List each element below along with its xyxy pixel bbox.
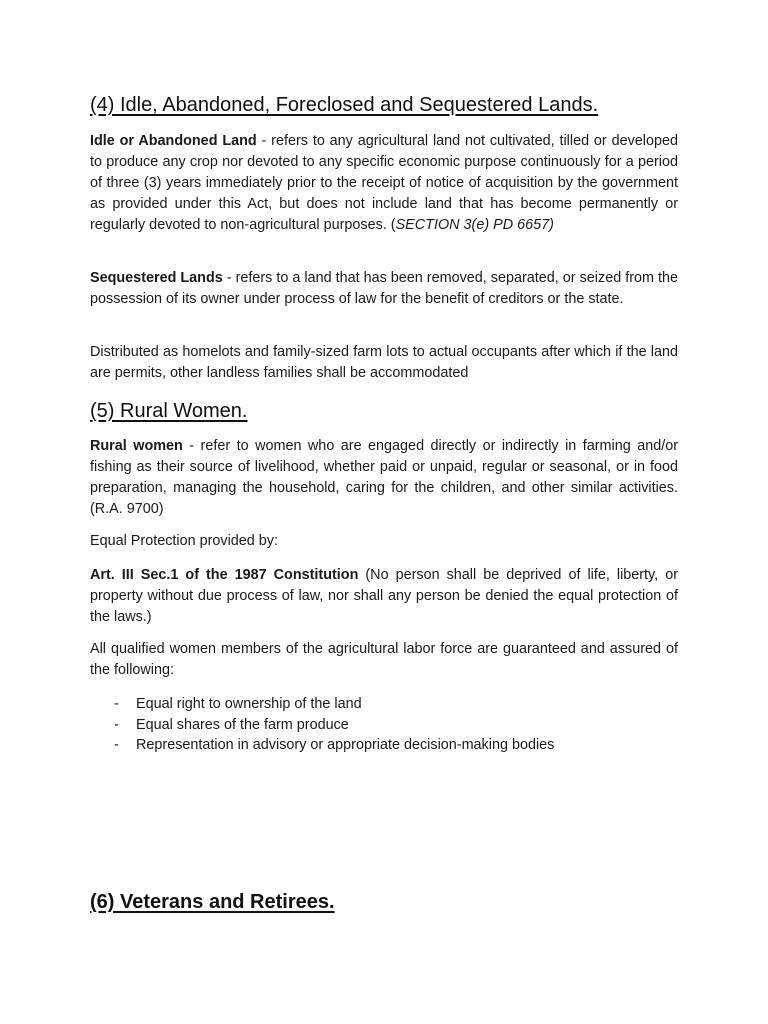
list-item-text: Representation in advisory or appropriate decision-making bodies — [136, 737, 555, 753]
rural-women-text: - refer to women who are engaged directly or indirectly in farming and/or fishing as their source of livelihood, whether paid or unpaid, regular or seasonal, or in food preparation, managing the household, caring for the children, and other similar activities. (R.A. 9700) — [90, 438, 678, 517]
constitution-text: (No person shall be deprived of life, liberty, or property without due process of law, nor shall any person be denied the equal protection of the laws.) — [90, 567, 678, 625]
list-item-text: Equal shares of the farm produce — [136, 716, 349, 733]
equal-protection-line: Equal Protection provided by: — [90, 533, 278, 549]
section-6-heading: (6) Veterans and Retirees. — [90, 891, 335, 913]
dash-bullet: - — [114, 696, 119, 712]
section-4-heading: (4) Idle, Abandoned, Foreclosed and Sequestered Lands. — [90, 94, 599, 116]
list-item-text: Equal right to ownership of the land — [136, 696, 362, 712]
qualified-women-paragraph: All qualified women members of the agricultural labor force are guaranteed and assured of the following: — [90, 641, 678, 678]
sequestered-lands-definition — [90, 268, 678, 310]
idle-land-term: Idle or Abandoned Land — [90, 133, 257, 149]
rural-women-term: Rural women — [90, 438, 183, 454]
dash-bullet: - — [114, 716, 119, 733]
rural-women-definition — [90, 436, 678, 520]
section-5-heading: (5) Rural Women. — [90, 400, 248, 422]
idle-land-text: - refers to any agricultural land not cultivated, tilled or developed to produce any crop nor devoted to any specific economic purpose continuously for a period of three (3) years immediately prior to the receipt of notice of acquisition by the government as provided under this Act, but does not include land that has become permanently or regularly devoted to non-agricultural purposes. ( — [90, 133, 678, 233]
idle-land-definition — [90, 131, 678, 236]
idle-land-citation: SECTION 3(e) PD 6657) — [395, 217, 554, 233]
list-item — [90, 694, 554, 715]
constitution-paragraph — [90, 565, 678, 628]
constitution-term: Art. III Sec.1 of the 1987 Constitution — [90, 567, 359, 583]
sequestered-lands-text: - refers to a land that has been removed, separated, or seized from the possession of its owner under process of law for the benefit of creditors or the state. — [90, 270, 678, 307]
distributed-paragraph: Distributed as homelots and family-sized farm lots to actual occupants after which if the land are permits, other landless families shall be accommodated — [90, 344, 678, 381]
guarantees-list — [90, 694, 554, 756]
list-item — [90, 735, 554, 756]
sequestered-lands-term: Sequestered Lands — [90, 270, 223, 286]
list-item — [90, 715, 554, 736]
dash-bullet: - — [114, 737, 119, 753]
